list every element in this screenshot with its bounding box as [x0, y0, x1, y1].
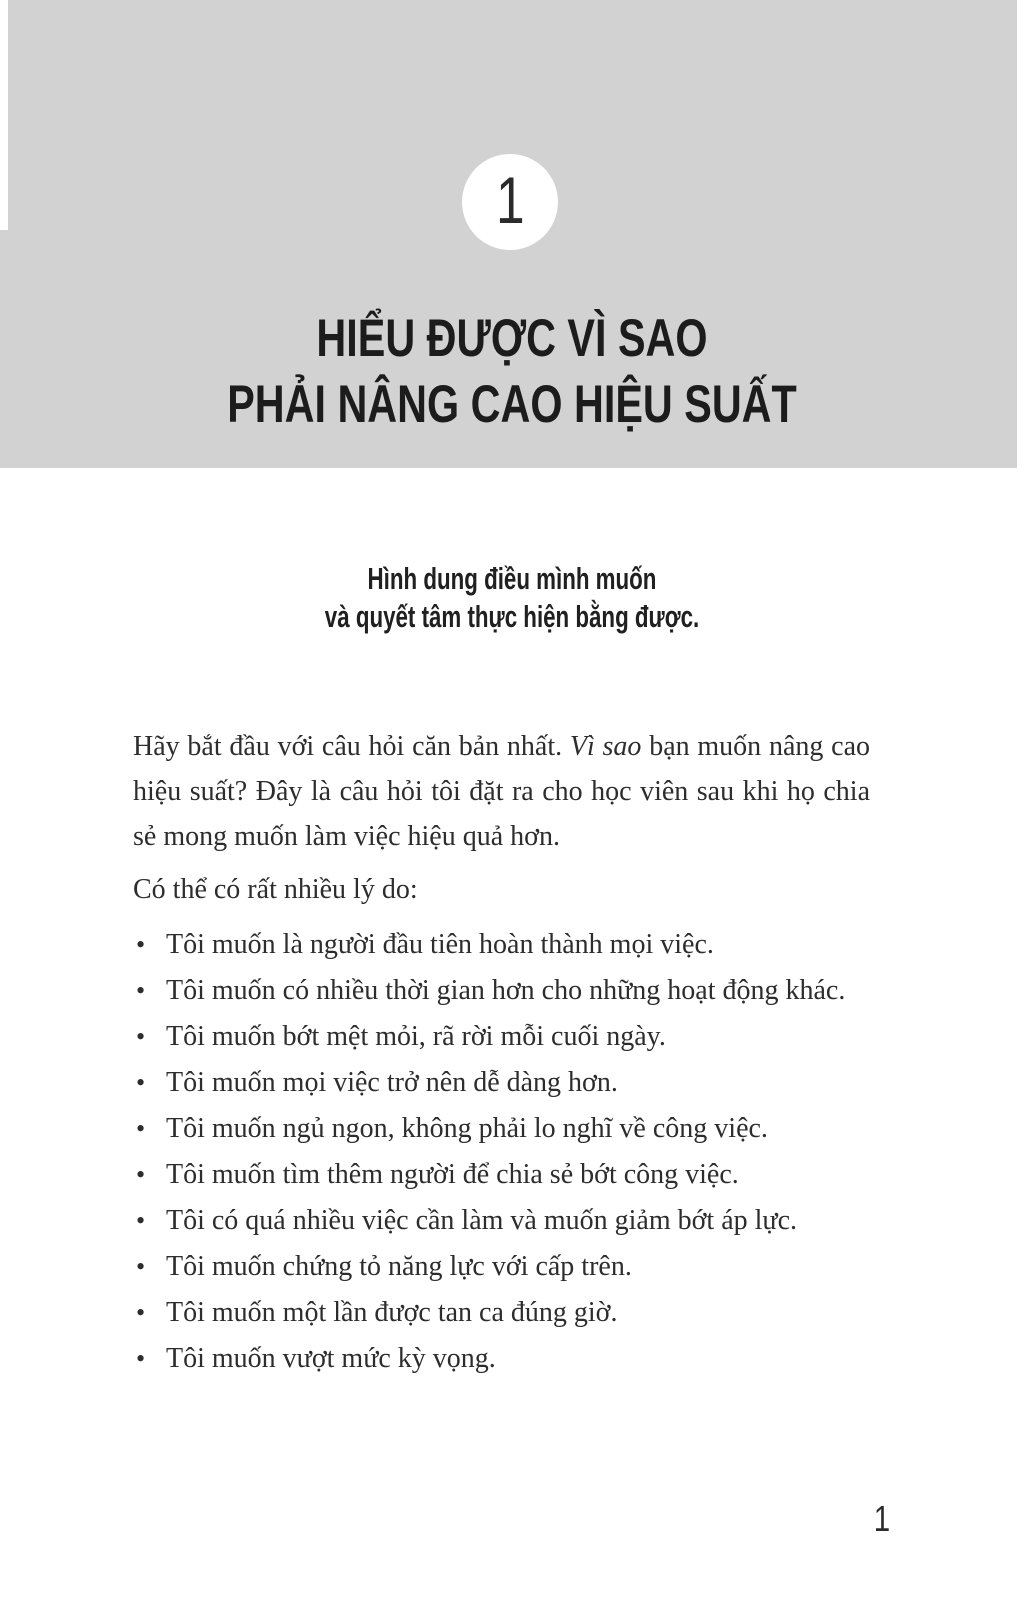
- bullet-icon: •: [136, 976, 146, 1005]
- list-item-text: Tôi có quá nhiều việc cần làm và muốn giảm bớt áp lực.: [166, 1205, 798, 1236]
- list-item-text: Tôi muốn một lần được tan ca đúng giờ.: [166, 1297, 618, 1328]
- bullet-icon: •: [136, 930, 146, 959]
- bullet-icon: •: [136, 1206, 146, 1235]
- list-item: [133, 1244, 870, 1289]
- reasons-list: [133, 922, 870, 1381]
- bullet-icon: •: [136, 1068, 146, 1097]
- list-intro: Có thể có rất nhiều lý do:: [133, 874, 418, 905]
- bullet-icon: •: [136, 1022, 146, 1051]
- list-item: [133, 1198, 870, 1243]
- list-item: [133, 968, 870, 1013]
- list-item: [133, 1290, 870, 1335]
- list-item-text: Tôi muốn ngủ ngon, không phải lo nghĩ về công việc.: [166, 1113, 768, 1144]
- intro-text-end: bạn muốn nâng cao hiệu suất? Đây là câu hỏi tôi đặt ra cho học viên sau khi họ chia sẻ mong muốn làm việc hiệu quả hơn.: [133, 731, 870, 852]
- intro-text-start: Hãy bắt đầu với câu hỏi căn bản nhất.: [133, 731, 570, 762]
- bullet-icon: •: [136, 1114, 146, 1143]
- page-number: 1: [873, 1498, 891, 1539]
- page-edge-notch: [0, 0, 8, 230]
- list-item: [133, 1152, 870, 1197]
- list-item-text: Tôi muốn là người đầu tiên hoàn thành mọi việc.: [166, 929, 714, 960]
- list-item: [133, 1060, 870, 1105]
- bullet-icon: •: [136, 1344, 146, 1373]
- bullet-icon: •: [136, 1252, 146, 1281]
- chapter-title-line-2: PHẢI NÂNG CAO HIỆU SUẤT: [227, 375, 797, 434]
- chapter-number-badge: [462, 154, 558, 250]
- body-text: [133, 724, 870, 1382]
- list-item: [133, 1014, 870, 1059]
- chapter-title-line-1: HIỂU ĐƯỢC VÌ SAO: [316, 309, 708, 368]
- list-item-text: Tôi muốn vượt mức kỳ vọng.: [166, 1343, 496, 1374]
- list-item: [133, 922, 870, 967]
- list-item-text: Tôi muốn tìm thêm người để chia sẻ bớt công việc.: [166, 1159, 739, 1190]
- epigraph-line-1: Hình dung điều mình muốn: [367, 561, 657, 596]
- chapter-title: [0, 306, 1024, 438]
- bullet-icon: •: [136, 1298, 146, 1327]
- list-item: [133, 1106, 870, 1151]
- intro-text-italic: Vì sao: [569, 731, 642, 762]
- epigraph: [0, 560, 1024, 636]
- list-item: [133, 1336, 870, 1381]
- bullet-icon: •: [136, 1160, 146, 1189]
- list-item-text: Tôi muốn bớt mệt mỏi, rã rời mỗi cuối ngày.: [166, 1021, 666, 1052]
- list-item-text: Tôi muốn có nhiều thời gian hơn cho những hoạt động khác.: [166, 975, 846, 1006]
- list-item-text: Tôi muốn chứng tỏ năng lực với cấp trên.: [166, 1251, 632, 1282]
- epigraph-line-2: và quyết tâm thực hiện bằng được.: [324, 599, 700, 634]
- list-item-text: Tôi muốn mọi việc trở nên dễ dàng hơn.: [166, 1067, 618, 1098]
- chapter-number: 1: [495, 163, 525, 237]
- intro-paragraph: [133, 724, 870, 859]
